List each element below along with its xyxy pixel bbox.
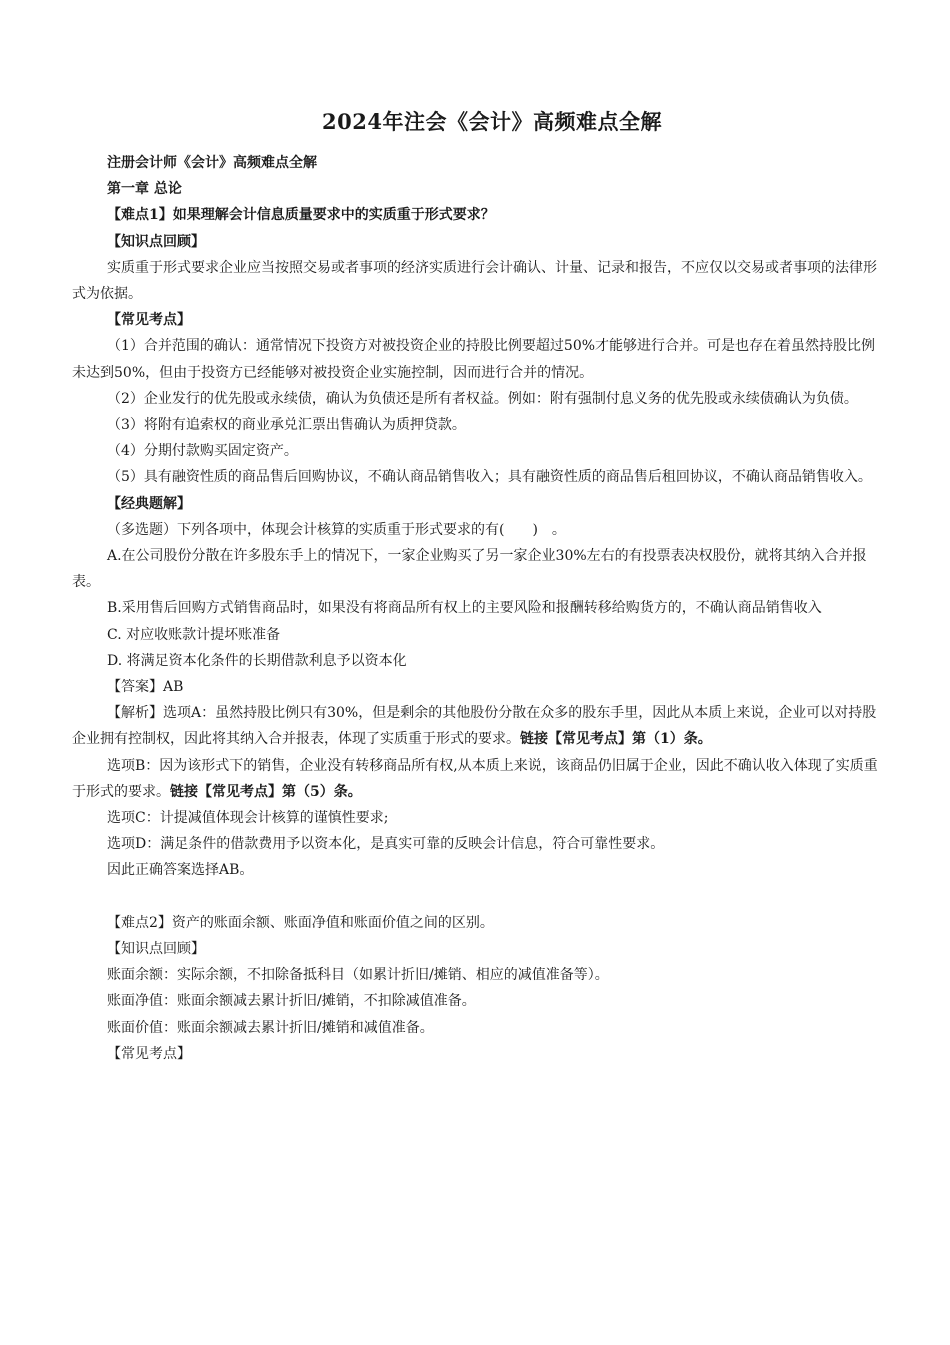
- analysis-b-text: 选项B：因为该形式下的销售，企业没有转移商品所有权,从本质上来说，该商品仍旧属于企业，因此不确认收入体现了实质重于形式的要求。: [72, 757, 878, 800]
- difficulty-1-heading: 【难点1】如果理解会计信息质量要求中的实质重于形式要求？: [107, 207, 495, 224]
- spacer: [72, 884, 878, 910]
- analysis-a: [72, 700, 878, 752]
- subtitle: 注册会计师《会计》高频难点全解: [107, 155, 317, 171]
- common-point: （3）将附有追索权的商业承兑汇票出售确认为质押贷款。: [107, 417, 466, 434]
- review-label-2: 【知识点回顾】: [107, 940, 205, 957]
- chapter-heading: 第一章 总论: [107, 181, 182, 198]
- common-point: （4）分期付款购买固定资产。: [107, 443, 298, 460]
- analysis-b: [72, 753, 878, 805]
- classic-solution-label: 【经典题解】: [107, 495, 191, 512]
- analysis-a-link: 链接【常见考点】第（1）条。: [520, 731, 712, 748]
- analysis-a-text: 【解析】选项A：虽然持股比例只有30%，但是剩余的其他股份分散在众多的股东手里，因此从本质上来说，企业可以对持股企业拥有控制权，因此将其纳入合并报表，体现了实质重于形式的要求。: [72, 705, 877, 748]
- conclusion: 因此正确答案选择AB。: [107, 862, 254, 879]
- difficulty-2-heading: 【难点2】资产的账面余额、账面净值和账面价值之间的区别。: [107, 914, 494, 931]
- analysis-b-link: 链接【常见考点】第（5）条。: [170, 783, 362, 800]
- common-points-label: 【常见考点】: [107, 312, 191, 329]
- option-b: B.采用售后回购方式销售商品时，如果没有将商品所有权上的主要风险和报酬转移给购货方的，不确认商品销售收入: [107, 600, 822, 617]
- analysis-c: 选项C：计提减值体现会计核算的谨慎性要求;: [107, 810, 389, 827]
- common-point: （1）合并范围的确认：通常情况下投资方对被投资企业的持股比例要超过50%才能够进行合并。可是也存在着虽然持股比例未达到50%，但由于投资方已经能够对被投资企业实施控制，因而进行合并的情况。: [72, 338, 876, 381]
- question-text: （多选题）下列各项中，体现会计核算的实质重于形式要求的有( ) 。: [107, 521, 566, 538]
- document-body: [72, 150, 878, 1067]
- option-d: D. 将满足资本化条件的长期借款利息予以资本化: [107, 652, 407, 669]
- answer: 【答案】AB: [107, 679, 184, 696]
- analysis-d: 选项D：满足条件的借款费用予以资本化，是真实可靠的反映会计信息，符合可靠性要求。: [107, 836, 665, 853]
- review-text: 实质重于形式要求企业应当按照交易或者事项的经济实质进行会计确认、计量、记录和报告，不应仅以交易或者事项的法律形式为依据。: [72, 259, 877, 303]
- review-label: 【知识点回顾】: [107, 233, 205, 250]
- book-balance-line: 账面余额：实际余额，不扣除备抵科目（如累计折旧/摊销、相应的减值准备等）。: [107, 967, 609, 984]
- common-points-label-2: 【常见考点】: [107, 1045, 191, 1062]
- common-point: （2）企业发行的优先股或永续债，确认为负债还是所有者权益。例如：附有强制付息义务的优先股或永续债确认为负债。: [107, 390, 858, 407]
- option-a: A.在公司股份分散在许多股东手上的情况下，一家企业购买了另一家企业30%左右的有投票表决权股份，就将其纳入合并报表。: [72, 548, 867, 591]
- common-point: （5）具有融资性质的商品售后回购协议，不确认商品销售收入；具有融资性质的商品售后租回协议，不确认商品销售收入。: [107, 469, 872, 486]
- book-value-line: 账面价值：账面余额减去累计折旧/摊销和减值准备。: [107, 1019, 434, 1036]
- document-title: 2024年注会《会计》高频难点全解: [322, 109, 662, 134]
- book-net-value-line: 账面净值：账面余额减去累计折旧/摊销，不扣除减值准备。: [107, 993, 476, 1010]
- option-c: C. 对应收账款计提坏账准备: [107, 626, 281, 643]
